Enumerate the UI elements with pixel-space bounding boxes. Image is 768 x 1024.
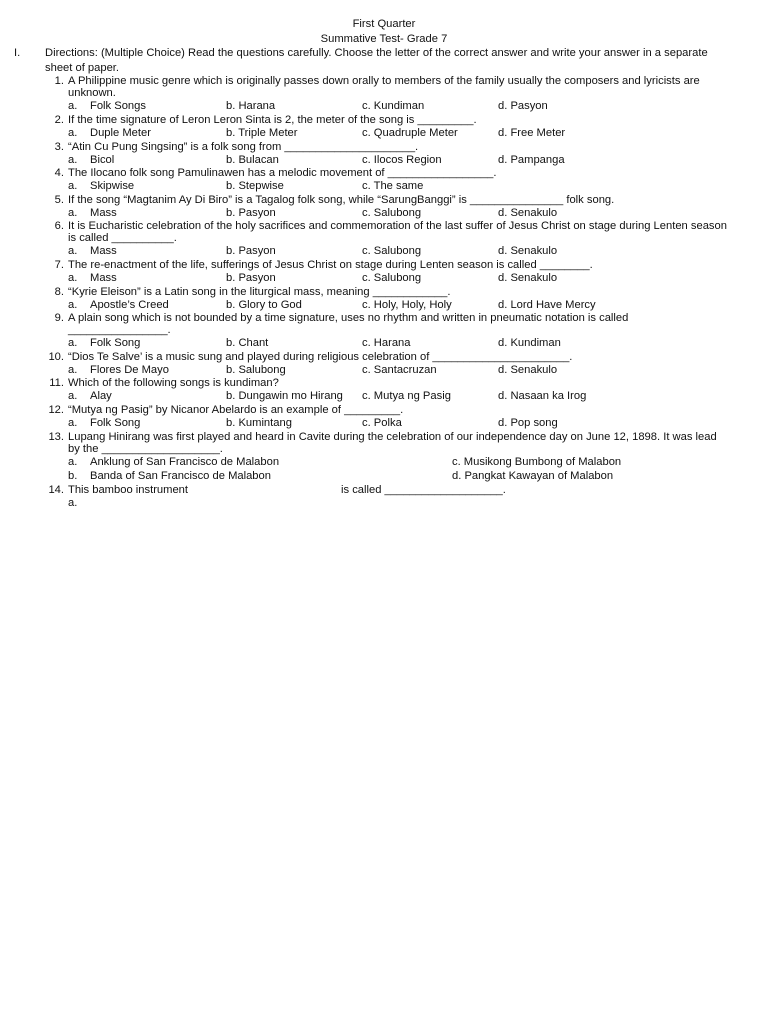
option-c: c. Salubong: [362, 206, 422, 219]
question-item: [54, 193, 728, 221]
question-text-part: is called ___________________.: [341, 483, 506, 496]
option-a: [68, 206, 117, 221]
question-text: It is Eucharistic celebration of the holy sacrifices and commemoration of the last suffer of Jesus Christ on stage during Lenten season is called __________.: [68, 220, 727, 245]
option-d: d. Senakulo: [498, 206, 558, 219]
question-number: 5.: [54, 193, 64, 206]
question-text: If the time signature of Leron Leron Sinta is 2, the meter of the song is _________.: [68, 113, 477, 126]
option-c: c. Mutya ng Pasig: [362, 390, 451, 403]
option-text: Banda of San Francisco de Malabon: [90, 470, 271, 483]
directions-block: [0, 46, 768, 75]
option-text: Folk Song: [90, 337, 141, 350]
option-row: [68, 389, 728, 404]
question-number: 8.: [54, 285, 64, 298]
option-text: Folk Song: [90, 416, 141, 429]
question-item: [54, 285, 728, 313]
question-number: 13.: [48, 430, 64, 443]
question-text-part: This bamboo instrument: [68, 483, 189, 496]
option-c: c. Polka: [362, 416, 402, 429]
question-item: [54, 258, 728, 286]
option-b: b. Pasyon: [226, 245, 276, 258]
option-a: [68, 244, 117, 259]
option-row: [68, 271, 728, 286]
option-d: d. Kundiman: [498, 337, 561, 350]
option-a: [68, 153, 115, 168]
option-c: c. The same: [362, 180, 424, 193]
option-d: d. Senakulo: [498, 245, 558, 258]
question-item: [54, 75, 728, 114]
question-text: Lupang Hinirang was first played and heard in Cavite during the celebration of our independence day on June 12, 1898. It was lead by the ___________________.: [68, 430, 717, 455]
option-a: [68, 179, 135, 194]
option-text: Mass: [90, 271, 117, 284]
quarter-title: First Quarter: [352, 18, 416, 30]
option-b: b. Pasyon: [226, 206, 276, 219]
option-row: [68, 126, 728, 141]
option-letter: a.: [68, 337, 78, 350]
question-number: 11.: [49, 377, 64, 390]
question-text: Which of the following songs is kundiman?: [68, 377, 279, 390]
option-a: [68, 416, 141, 431]
question-item: [48, 483, 728, 511]
option-c: c. Harana: [362, 337, 411, 350]
option-letter: a.: [68, 455, 78, 468]
question-item: [54, 312, 728, 351]
option-d: d. Senakulo: [498, 271, 558, 284]
directions-text: Directions: (Multiple Choice) Read the questions carefully. Choose the letter of the correct answer and write your answer in a separate sheet of paper.: [45, 47, 708, 74]
option-row: [68, 469, 728, 484]
option-a: [68, 336, 141, 351]
option-text: Mass: [90, 245, 117, 258]
question-text: [68, 484, 728, 496]
question-number: 6.: [54, 220, 64, 233]
option-d: d. Lord Have Mercy: [498, 298, 596, 311]
question-item: [48, 430, 728, 484]
option-d: d. Nasaan ka Irog: [498, 390, 587, 403]
option-a: [68, 99, 146, 114]
option-letter: a.: [68, 245, 78, 258]
question-item: [48, 350, 728, 378]
option-a: [68, 298, 169, 313]
option-b: b. Kumintang: [226, 416, 292, 429]
option-b: b. Chant: [226, 337, 269, 350]
option-c: c. Holy, Holy, Holy: [362, 298, 452, 311]
question-item: [54, 220, 728, 259]
test-title: Summative Test- Grade 7: [320, 32, 448, 45]
option-a: [68, 455, 280, 470]
question-text: “Atin Cu Pung Singsing” is a folk song from _____________________.: [68, 140, 419, 153]
option-letter: a.: [68, 298, 78, 311]
option-letter: a.: [68, 496, 78, 509]
option-b: b. Harana: [226, 100, 276, 113]
option-text: Mass: [90, 206, 117, 219]
option-row: [68, 206, 728, 221]
option-a: [68, 363, 169, 378]
option-c: c. Kundiman: [362, 100, 425, 113]
option-row: [68, 179, 728, 194]
option-row: [68, 244, 728, 259]
option-letter: a.: [68, 180, 78, 193]
question-number: 3.: [54, 140, 64, 153]
option-d: d. Pampanga: [498, 153, 565, 166]
option-b: b. Stepwise: [226, 180, 284, 193]
question-number: 9.: [54, 312, 64, 325]
question-text: If the song “Magtanim Ay Di Biro” is a Tagalog folk song, while “SarungBanggi” is _______________ folk song.: [68, 193, 615, 206]
option-row: [68, 99, 728, 114]
option-text: Alay: [90, 390, 112, 403]
option-b: b. Triple Meter: [226, 126, 298, 139]
question-number: 14.: [48, 483, 64, 496]
option-text: Skipwise: [90, 180, 135, 193]
option-row: [68, 416, 728, 431]
option-letter: a.: [68, 390, 78, 403]
option-d: d. Senakulo: [498, 363, 558, 376]
option-row: [68, 455, 728, 470]
question-text: A Philippine music genre which is originally passes down orally to members of the family usually the composers and lyricists are unknown.: [68, 75, 700, 100]
option-letter: a.: [68, 153, 78, 166]
question-item: [48, 403, 728, 431]
question-number: 12.: [48, 403, 64, 416]
question-text: “Kyrie Eleison” is a Latin song in the liturgical mass, meaning ____________.: [68, 285, 451, 298]
option-row: [68, 336, 728, 351]
question-number: 4.: [54, 167, 64, 180]
option-b: b. Pasyon: [226, 271, 276, 284]
question-text: The Ilocano folk song Pamulinawen has a melodic movement of _________________.: [68, 167, 497, 180]
option-row: [68, 363, 728, 378]
option-b: b. Glory to God: [226, 298, 302, 311]
question-text: “Dios Te Salve’ is a music sung and played during religious celebration of ______________________.: [68, 350, 573, 363]
option-letter: b.: [68, 470, 78, 483]
option-letter: a.: [68, 416, 78, 429]
option-b: [68, 469, 271, 484]
question-text: “Mutya ng Pasig” by Nicanor Abelardo is an example of _________.: [68, 403, 404, 416]
option-c: c. Musikong Bumbong of Malabon: [452, 455, 622, 468]
option-c: c. Ilocos Region: [362, 153, 442, 166]
option-c: c. Quadruple Meter: [362, 126, 458, 139]
option-b: b. Dungawin mo Hirang: [226, 390, 343, 403]
option-text: Bicol: [90, 153, 115, 166]
question-number: 1.: [54, 75, 64, 88]
option-row: [68, 153, 728, 168]
option-letter: a.: [68, 271, 78, 284]
question-item: [49, 377, 728, 404]
option-letter: a.: [68, 100, 78, 113]
option-letter: a.: [68, 206, 78, 219]
question-item: [54, 140, 728, 168]
option-c: c. Santacruzan: [362, 363, 437, 376]
question-text: A plain song which is not bounded by a time signature, uses no rhythm and written in pneumatic notation is called ________________.: [68, 312, 629, 337]
option-letter: a.: [68, 126, 78, 139]
option-b: b. Salubong: [226, 363, 286, 376]
option-text: Apostle’s Creed: [90, 298, 169, 311]
question-item: [54, 113, 728, 141]
option-text: Duple Meter: [90, 126, 151, 139]
option-text: Flores De Mayo: [90, 363, 169, 376]
question-list: [0, 75, 768, 510]
option-d: d. Free Meter: [498, 126, 566, 139]
option-a: [68, 126, 151, 141]
question-number: 7.: [54, 258, 64, 271]
option-letter: a.: [68, 363, 78, 376]
option-c: c. Salubong: [362, 245, 422, 258]
option-text: Folk Songs: [90, 100, 146, 113]
question-number: 2.: [54, 113, 64, 126]
option-d: d. Pop song: [498, 416, 558, 429]
option-c: c. Salubong: [362, 271, 422, 284]
section-numeral: I.: [14, 47, 21, 60]
option-d: d. Pangkat Kawayan of Malabon: [452, 470, 614, 483]
option-a: [68, 271, 117, 286]
question-text: The re-enactment of the life, sufferings of Jesus Christ on stage during Lenten season is called ________.: [68, 258, 593, 271]
option-text: Anklung of San Francisco de Malabon: [90, 455, 280, 468]
question-number: 10.: [48, 350, 64, 363]
option-row: [68, 496, 728, 511]
option-b: b. Bulacan: [226, 153, 279, 166]
option-a: [68, 389, 112, 404]
option-row: [68, 298, 728, 313]
question-item: [54, 167, 728, 194]
option-d: d. Pasyon: [498, 100, 548, 113]
